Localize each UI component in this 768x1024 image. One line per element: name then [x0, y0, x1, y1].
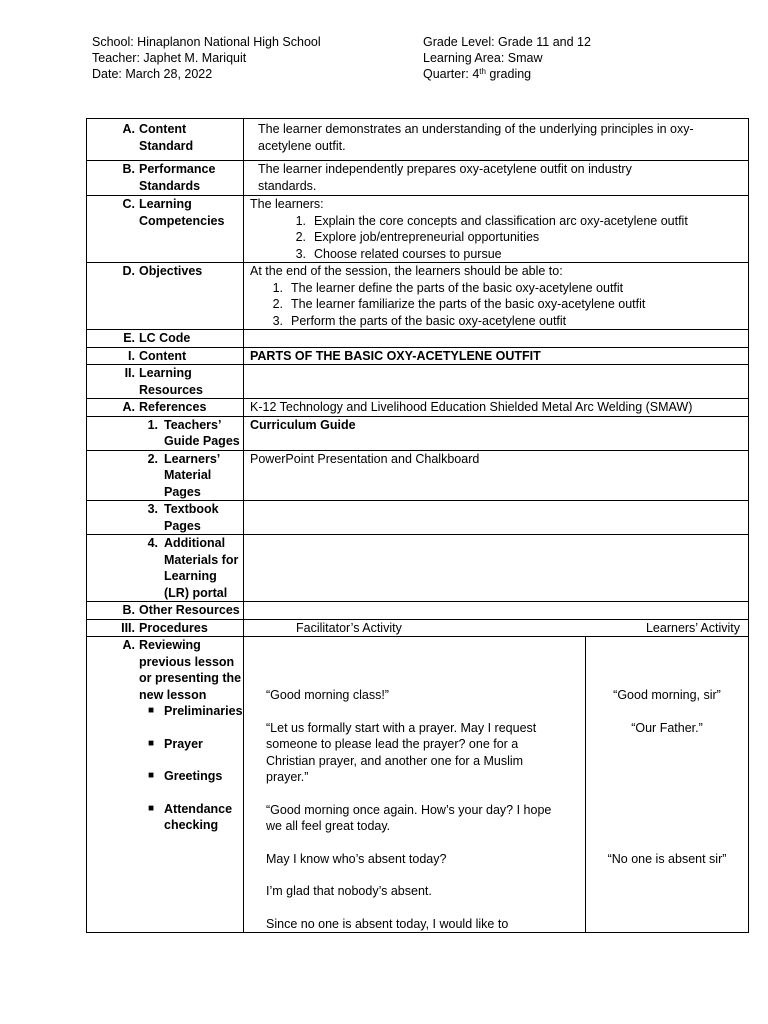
row-content: I. Content PARTS OF THE BASIC OXY-ACETYLENE OUTFIT: [87, 347, 749, 365]
row-learning-resources: II. Learning Resources: [87, 365, 749, 399]
references-value: K-12 Technology and Livelihood Education Shielded Metal Arc Welding (SMAW): [250, 400, 693, 414]
facilitator-header: Facilitator’s Activity: [296, 620, 402, 635]
row-learners-material: 2. Learners’ Material Pages PowerPoint Presentation and Chalkboard: [87, 450, 749, 501]
row-teachers-guide: 1. Teachers’ Guide Pages Curriculum Guide: [87, 416, 749, 450]
lesson-plan-table: [86, 118, 749, 933]
learning-resources-label: Learning Resources: [139, 366, 203, 397]
learn-line-2: “Our Father.”: [631, 720, 703, 735]
lc-code-label: LC Code: [139, 331, 191, 345]
teachers-guide-label: Teachers’ Guide Pages: [164, 417, 240, 448]
row-objectives: D. Objectives At the end of the session, the learners should be able to: 1. The learner define the parts of the basic oxy-acetylene outfit 2. The learner familiarize the parts of the basic oxy-acetylene outfit 3. Perform the parts of the basic oxy-acetylene outfit: [87, 263, 749, 330]
header-right: [423, 34, 591, 82]
area-label: Learning Area: Smaw: [423, 51, 543, 65]
learn-line-3: “No one is absent sir”: [607, 852, 727, 866]
objectives-label: Objectives: [139, 264, 203, 278]
row-lc-code: E. LC Code: [87, 330, 749, 348]
learners-material-label: Learners’ Material Pages: [164, 451, 220, 499]
teachers-guide-value: Curriculum Guide: [250, 417, 356, 432]
fac-line-6: Since no one is absent today, I would like to: [266, 916, 509, 931]
competencies-intro: The learners:: [250, 197, 324, 211]
bullet-preliminaries: ■ Preliminaries: [147, 704, 243, 718]
fac-line-4: May I know who’s absent today?: [266, 851, 447, 866]
list-item: 1. Explain the core concepts and classification arc oxy-acetylene outfit: [295, 213, 688, 228]
row-references: A. References K-12 Technology and Livelihood Education Shielded Metal Arc Welding (SMAW): [87, 399, 749, 417]
content-standard-value: The learner demonstrates an understanding of the underlying principles in oxy-acetylene outfit.: [258, 122, 694, 153]
objectives-intro: At the end of the session, the learners should be able to:: [250, 264, 563, 278]
bullet-greetings: ■ Greetings: [147, 769, 223, 783]
bullet-attendance: ■ Attendance checking: [147, 801, 233, 832]
date-label: Date: March 28, 2022: [92, 67, 213, 81]
procedures-label: Procedures: [139, 620, 208, 635]
list-item: 2. Explore job/entrepreneurial opportunities: [295, 230, 540, 244]
learn-line-1: “Good morning, sir”: [613, 688, 721, 702]
review-label: Reviewing previous lesson or presenting the new lesson: [139, 638, 242, 702]
header-left: [92, 34, 321, 82]
references-label: References: [139, 400, 207, 414]
teacher-label: Teacher: Japhet M. Mariquit: [92, 51, 247, 65]
fac-line-3: “Good morning once again. How’s your day? I hope we all feel great today.: [266, 802, 552, 833]
bullet-prayer: ■ Prayer: [147, 736, 203, 751]
row-procedures: III. Procedures Facilitator’s Activity Learners’ Activity: [87, 619, 749, 637]
row-other-resources: B. Other Resources: [87, 602, 749, 620]
list-item: 3. Choose related courses to pursue: [295, 246, 502, 261]
learners-header: Learners’ Activity: [645, 620, 740, 635]
content-standard-label: Content Standard: [139, 122, 194, 153]
content-value: PARTS OF THE BASIC OXY-ACETYLENE OUTFIT: [250, 348, 541, 363]
fac-line-1: “Good morning class!”: [266, 688, 389, 702]
grade-label: Grade Level: Grade 11 and 12: [423, 35, 591, 49]
quarter-label: Quarter: 4th grading: [423, 67, 532, 81]
row-content-standard: A. Content Standard The learner demonstrates an understanding of the underlying principles in oxy-acetylene outfit.: [87, 119, 749, 161]
learning-competencies-label: Learning Competencies: [139, 197, 225, 228]
performance-standards-label: Performance Standards: [139, 162, 216, 193]
school-label: School: Hinaplanon National High School: [92, 35, 321, 49]
row-additional-materials: 4. Additional Materials for Learning (LR) portal: [87, 535, 749, 602]
list-item: 2. The learner familiarize the parts of the basic oxy-acetylene outfit: [272, 297, 646, 311]
content-label: Content: [139, 348, 187, 363]
list-item: 3. Perform the parts of the basic oxy-acetylene outfit: [272, 313, 567, 328]
fac-line-5: I’m glad that nobody’s absent.: [266, 884, 432, 898]
row-textbook: 3. Textbook Pages: [87, 501, 749, 535]
row-review: A. Reviewing previous lesson or presenting the new lesson ■ Preliminaries ■ Prayer ■ Greetings ■ Attendance checking “Good morning class!” “Let us formally start with a prayer. May I request someone to please lead the prayer? one for a Christian prayer, and another one for a Muslim prayer.” “Good morning once again. How’s your day? I hope we all feel great today. May I know who’s absent today? I’m glad that nobody’s absent. Since no one is absent today, I would like to “Good morning, sir” “Our Father.” “No one is absent sir”: [87, 637, 749, 933]
other-resources-label: Other Resources: [139, 603, 240, 617]
textbook-label: Textbook Pages: [164, 502, 219, 533]
additional-materials-label: Additional Materials for Learning (LR) portal: [164, 536, 239, 600]
learners-material-value: PowerPoint Presentation and Chalkboard: [250, 451, 480, 466]
row-performance-standards: B. Performance Standards The learner independently prepares oxy-acetylene outfit on industry standards.: [87, 161, 749, 196]
performance-standards-value: The learner independently prepares oxy-acetylene outfit on industry standards.: [258, 162, 632, 193]
row-learning-competencies: C. Learning Competencies The learners: 1. Explain the core concepts and classification arc oxy-acetylene outfit 2. Explore job/entrepreneurial opportunities 3. Choose related courses to pursue: [87, 196, 749, 263]
list-item: 1. The learner define the parts of the basic oxy-acetylene outfit: [272, 280, 624, 295]
fac-line-2: “Let us formally start with a prayer. May I request someone to please lead the prayer? one for a Christian prayer, and another one for a Muslim prayer.”: [266, 720, 537, 784]
